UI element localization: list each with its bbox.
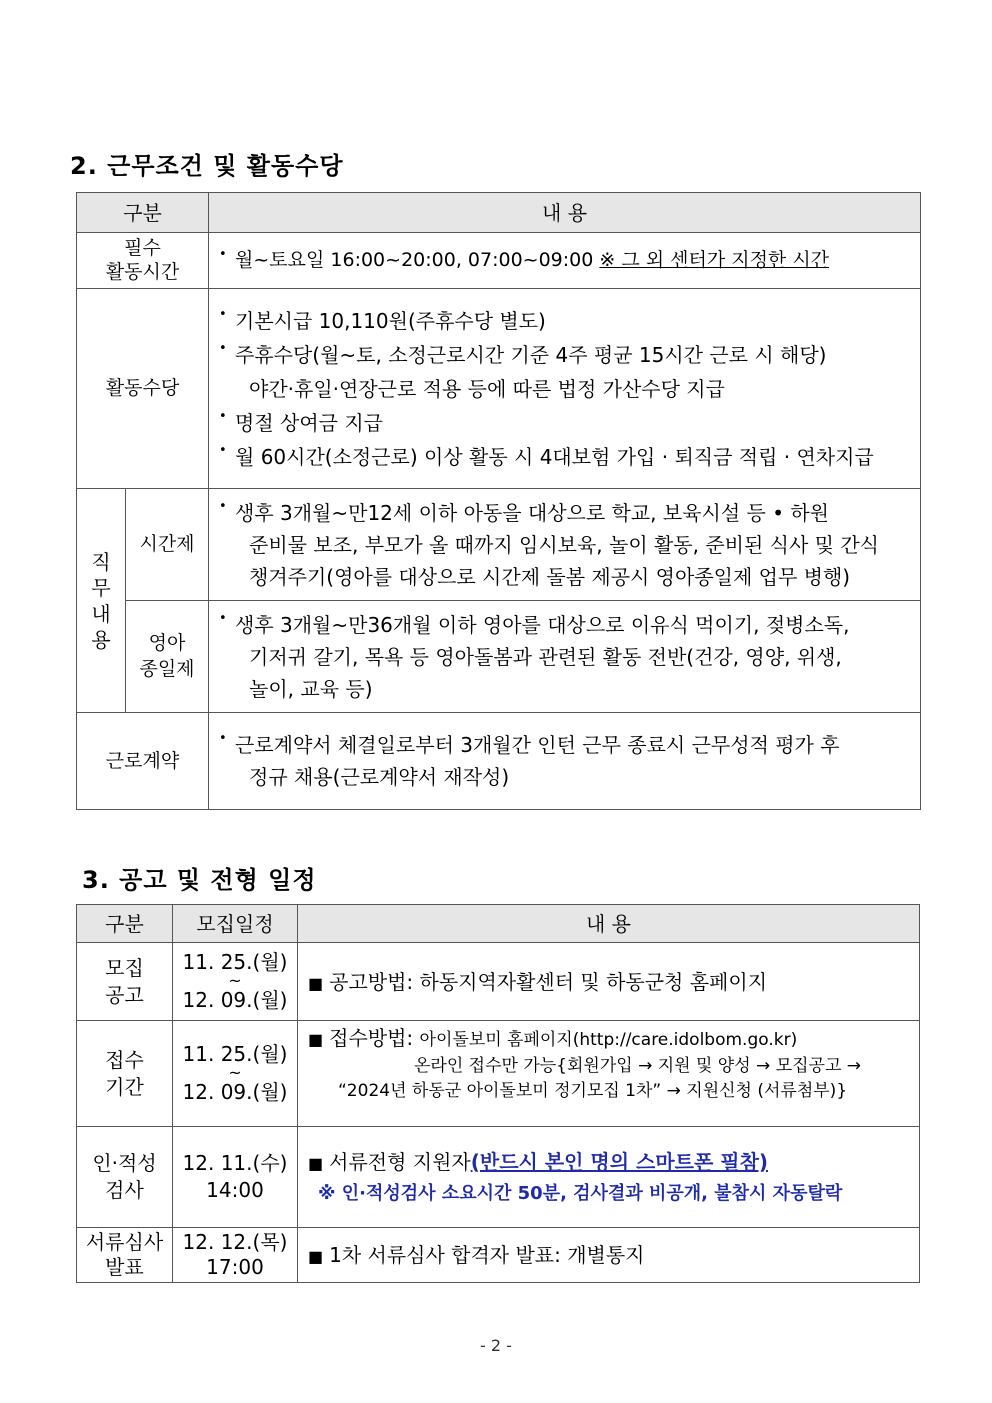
schedule-header-category: 구분 xyxy=(77,905,173,943)
row-label-reception: 접수 기간 xyxy=(77,1021,173,1127)
row-label-test: 인·적성 검사 xyxy=(77,1127,173,1228)
row-label-infant: 영아 종일제 xyxy=(126,601,209,713)
row-content-notice: ■ 공고방법: 하동지역자활센터 및 하동군청 홈페이지 xyxy=(298,943,920,1021)
row-label-contract: 근로계약 xyxy=(77,713,209,810)
section-2-title: 2. 근무조건 및 활동수당 xyxy=(70,152,344,180)
row-content-allowance: • 기본시급 10,110원(주휴수당 별도) • 주휴수당(월~토, 소정근로시간 기준 4주 평균 15시간 근로 시 해당) 야간·휴일·연장근로 적용 등에 따른 법정 가산수당 지급 • 명절 상여금 지급 • 월 60시간(소정근로) 이상 활동 시 4대보험 가입 · 퇴직금 적립 · 연차지급 xyxy=(209,289,921,489)
row-label-hourly: 시간제 xyxy=(126,489,209,601)
row-content-announce: ■ 1차 서류심사 합격자 발표: 개별통지 xyxy=(298,1228,920,1283)
schedule-table xyxy=(76,904,920,1283)
row-label-allowance: 활동수당 xyxy=(77,289,209,489)
row-content-hourly: • 생후 3개월~만12세 이하 아동을 대상으로 학교, 보육시설 등 • 하원 준비물 보조, 부모가 올 때까지 임시보육, 놀이 활동, 준비된 식사 및 간식 챙겨주기(영아를 대상으로 시간제 돌봄 제공시 영아종일제 업무 병행) xyxy=(209,489,921,601)
header-category: 구분 xyxy=(77,193,209,233)
work-conditions-table xyxy=(76,192,921,810)
row-date-test: 12. 11.(수) 14:00 xyxy=(173,1127,298,1228)
row-content-hours: • 월~토요일 16:00~20:00, 07:00~09:00 ※ 그 외 센터가 지정한 시간 xyxy=(209,233,921,289)
row-label-hours: 필수 활동시간 xyxy=(77,233,209,289)
row-content-infant: • 생후 3개월~만36개월 이하 영아를 대상으로 이유식 먹이기, 젖병소독, 기저귀 갈기, 목욕 등 영아돌봄과 관련된 활동 전반(건강, 영양, 위생, 놀이, 교육 등) xyxy=(209,601,921,713)
schedule-header-content: 내 용 xyxy=(298,905,920,943)
schedule-header-date: 모집일정 xyxy=(173,905,298,943)
row-date-notice: 11. 25.(월) ~ 12. 09.(월) xyxy=(173,943,298,1021)
row-date-reception: 11. 25.(월) ~ 12. 09.(월) xyxy=(173,1021,298,1127)
row-content-test: ■ 서류전형 지원자(반드시 본인 명의 스마트폰 필참) ※ 인·적성검사 소요시간 50분, 검사결과 비공개, 불참시 자동탈락 xyxy=(298,1127,920,1228)
row-label-announce: 서류심사 발표 xyxy=(77,1228,173,1283)
row-label-notice: 모집 공고 xyxy=(77,943,173,1021)
page-number: - 2 - xyxy=(480,1336,512,1355)
row-content-reception: ■ 접수방법: 아이돌보미 홈페이지(http://care.idolbom.go.kr) 온라인 접수만 가능{회원가입 → 지원 및 양성 → 모집공고 → “2024년 하동군 아이돌보미 정기모집 1차” → 지원신청 (서류첨부)} xyxy=(298,1021,920,1127)
row-date-announce: 12. 12.(목) 17:00 xyxy=(173,1228,298,1283)
row-content-contract: • 근로계약서 체결일로부터 3개월간 인턴 근무 종료시 근무성적 평가 후 정규 채용(근로계약서 재작성) xyxy=(209,713,921,810)
row-label-duty: 직 무 내 용 xyxy=(77,489,126,713)
section-3-title: 3. 공고 및 전형 일정 xyxy=(82,866,317,894)
header-content: 내 용 xyxy=(209,193,921,233)
